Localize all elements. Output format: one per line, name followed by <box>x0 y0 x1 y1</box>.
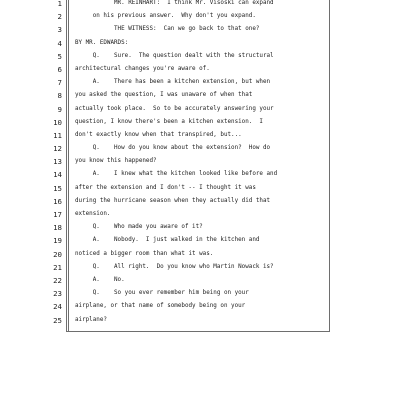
transcript-line <box>0 76 330 89</box>
transcript-line <box>0 155 330 168</box>
line-text: A. There has been a kitchen extension, but when <box>75 79 271 86</box>
line-text: airplane, or that name of somebody being on your <box>75 303 246 310</box>
line-number: 19 <box>53 236 62 246</box>
transcript-line <box>0 274 330 287</box>
transcript-line <box>0 89 330 102</box>
line-number: 22 <box>53 275 62 285</box>
transcript-line <box>0 129 330 142</box>
line-text: question, I know there's been a kitchen extension. I <box>75 118 263 125</box>
line-text: A. No. <box>75 276 125 283</box>
line-number: 15 <box>53 183 62 193</box>
line-number: 21 <box>53 262 62 272</box>
line-text: MR. REINHART: I think Mr. Visoski can expand <box>75 0 274 6</box>
line-text: architectural changes you're aware of. <box>75 65 210 72</box>
line-number: 17 <box>53 210 62 219</box>
transcript-line <box>0 287 330 300</box>
line-text: noticed a bigger room than what it was. <box>75 250 214 257</box>
line-text: Q. How do you know about the extension? How do <box>75 145 271 152</box>
transcript-line <box>0 23 330 36</box>
line-number: 13 <box>53 157 62 167</box>
transcript-line <box>0 221 330 234</box>
transcript-line <box>0 234 330 247</box>
line-text: actually took place. So to be accurately answering your <box>75 105 274 112</box>
line-number: 3 <box>57 25 62 35</box>
transcript-line <box>0 248 330 261</box>
line-number: 10 <box>53 117 62 127</box>
line-number: 11 <box>53 130 62 140</box>
line-number: 23 <box>53 289 62 299</box>
line-number: 2 <box>57 12 62 22</box>
transcript-line <box>0 116 330 129</box>
bottom-rule <box>66 331 330 332</box>
transcript-line <box>0 208 330 221</box>
line-text: A. I knew what the kitchen looked like before and <box>75 171 278 178</box>
line-number: 24 <box>53 302 62 312</box>
transcript-line <box>0 63 330 76</box>
line-number: 4 <box>57 38 62 48</box>
line-number: 14 <box>53 170 62 180</box>
line-number: 9 <box>57 104 62 114</box>
line-text: THE WITNESS: Can we go back to that one? <box>75 26 260 33</box>
transcript-line <box>0 261 330 274</box>
transcript-line <box>0 0 330 10</box>
line-text: you know this happened? <box>75 158 157 165</box>
transcript-line <box>0 182 330 195</box>
line-number: 7 <box>57 78 62 88</box>
transcript-line <box>0 300 330 313</box>
line-text: after the extension and I don't -- I thought it was <box>75 184 256 191</box>
transcript-line <box>0 10 330 23</box>
transcript-line <box>0 50 330 63</box>
line-number: 25 <box>53 315 62 325</box>
line-text: Q. Who made you aware of it? <box>75 224 203 231</box>
line-number: 5 <box>57 51 62 61</box>
transcript-line <box>0 314 330 327</box>
line-number: 16 <box>53 196 62 206</box>
line-text: during the hurricane season when they actually did that <box>75 197 271 204</box>
line-text: Q. So you ever remember him being on your <box>75 290 249 297</box>
transcript-line <box>0 142 330 155</box>
line-number: 1 <box>57 0 62 8</box>
line-text: airplane? <box>75 316 107 323</box>
line-text: A. Nobody. I just walked in the kitchen and <box>75 237 260 244</box>
line-text: BY MR. EDWARDS: <box>75 39 129 46</box>
transcript-line <box>0 103 330 116</box>
transcript-line <box>0 195 330 208</box>
line-number: 6 <box>57 64 62 74</box>
line-text: Q. All right. Do you know who Martin Nowack is? <box>75 263 274 270</box>
line-text: extension. <box>75 211 111 217</box>
line-text: you asked the question, I was unaware of when that <box>75 92 253 99</box>
transcript-line <box>0 37 330 50</box>
transcript-line <box>0 168 330 181</box>
line-number: 8 <box>57 91 62 101</box>
line-text: don't exactly know when that transpired, but... <box>75 131 242 138</box>
line-text: on his previous answer. Why don't you expand. <box>75 13 256 20</box>
line-text: Q. Sure. The question dealt with the structural <box>75 52 274 59</box>
line-number: 12 <box>53 144 62 154</box>
line-number: 18 <box>53 223 62 233</box>
line-number: 20 <box>53 249 62 259</box>
